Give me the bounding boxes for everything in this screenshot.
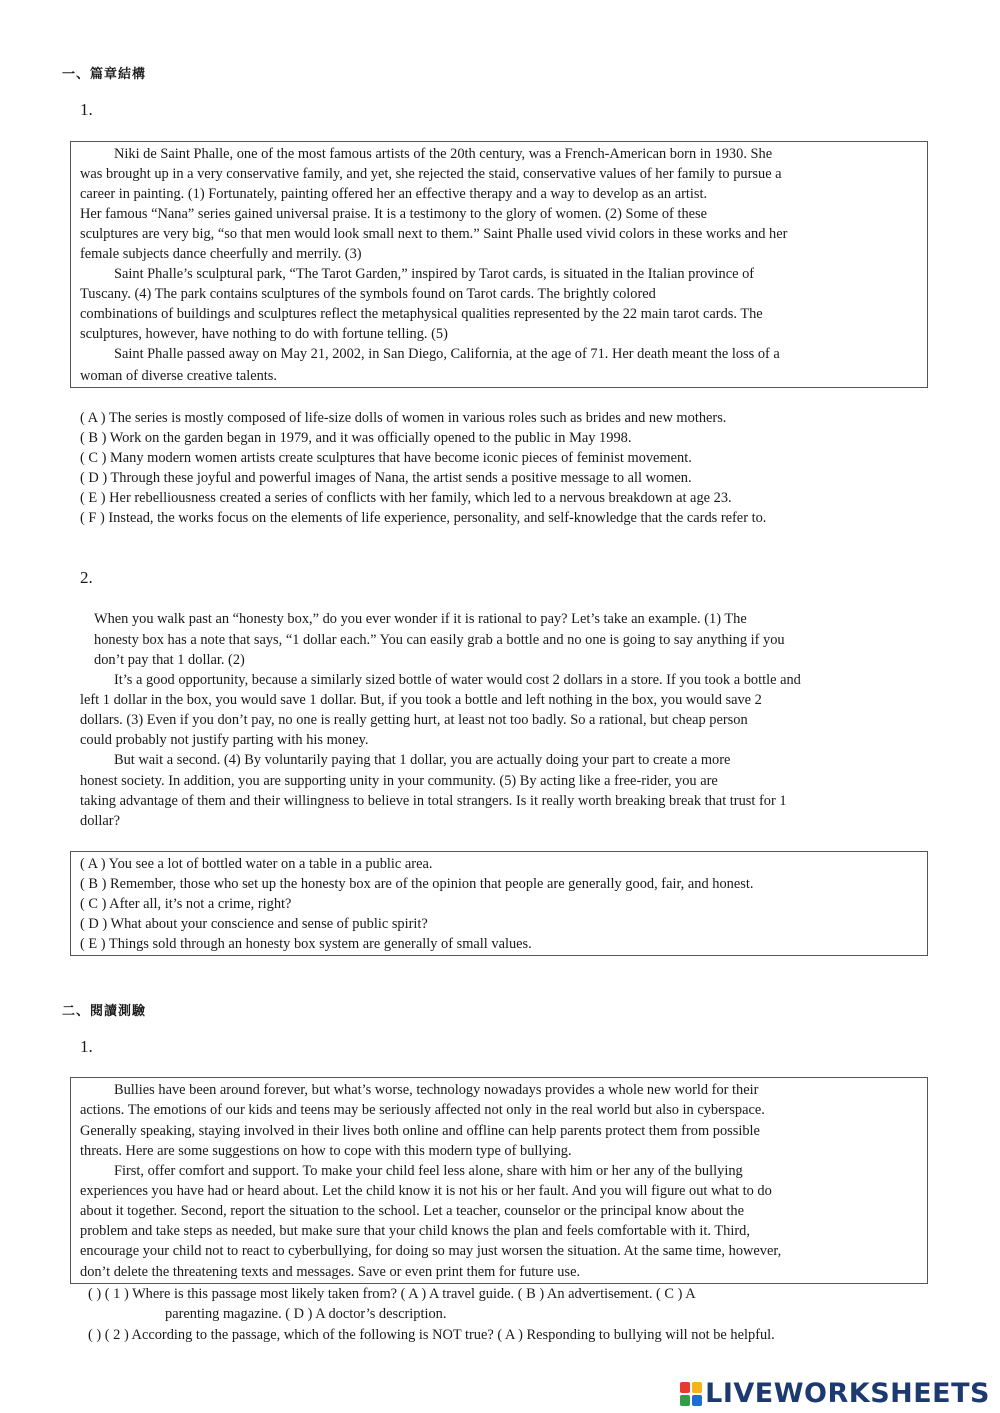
passage-line: Niki de Saint Phalle, one of the most famous artists of the 20th century, was a French-American born in 1930. She	[114, 146, 773, 162]
question-number: 2.	[80, 568, 93, 587]
option-e: ( E ) Her rebelliousness created a series of conflicts with her family, which led to a nervous breakdown at age 23.	[80, 490, 732, 506]
passage-line: When you walk past an “honesty box,” do you ever wonder if it is rational to pay? Let’s take an example. (1) The	[94, 611, 747, 627]
passage-line: about it together. Second, report the situation to the school. Let a teacher, counselor or the principal know about the	[80, 1203, 744, 1219]
option-d: ( D ) Through these joyful and powerful images of Nana, the artist sends a positive message to all women.	[80, 470, 692, 486]
passage-line: sculptures are very big, “so that men would look small next to them.” Saint Phalle used vivid colors in these works and her	[80, 226, 788, 242]
passage-line: It’s a good opportunity, because a similarly sized bottle of water would cost 2 dollars in a store. If you took a bottle and	[114, 672, 801, 688]
passage-line: actions. The emotions of our kids and teens may be seriously affected not only in the real world but also in cyberspace.	[80, 1102, 765, 1118]
passage-line: Generally speaking, staying involved in their lives both online and offline can help parents protect them from possible	[80, 1123, 760, 1139]
option-a: ( A ) You see a lot of bottled water on a table in a public area.	[80, 856, 433, 872]
passage-line: sculptures, however, have nothing to do with fortune telling. (5)	[80, 326, 448, 342]
passage-line: dollar?	[80, 813, 120, 829]
passage-line: honesty box has a note that says, “1 dollar each.” You can easily grab a bottle and no one is going to say anything if you	[94, 632, 785, 648]
passage-line: Bullies have been around forever, but what’s worse, technology nowadays provides a whole new world for their	[114, 1082, 759, 1098]
question-number: 1.	[80, 1037, 93, 1056]
passage-line: don’t delete the threatening texts and messages. Save or even print them for future use.	[80, 1264, 581, 1280]
question-number: 1.	[80, 100, 93, 119]
option-f: ( F ) Instead, the works focus on the elements of life experience, personality, and self-knowledge that the cards refer to.	[80, 510, 767, 526]
option-e: ( E ) Things sold through an honesty box system are generally of small values.	[80, 936, 532, 952]
passage-line: encourage your child not to react to cyberbullying, for doing so may just worsen the situation. At the same time, however,	[80, 1243, 782, 1259]
passage-line: don’t pay that 1 dollar. (2)	[94, 652, 245, 668]
passage-line: experiences you have had or heard about. Let the child know it is not his or her fault. And you will figure out what to do	[80, 1183, 772, 1199]
passage-line: honest society. In addition, you are supporting unity in your community. (5) By acting like a free-rider, you are	[80, 773, 718, 789]
option-b: ( B ) Remember, those who set up the honesty box are of the opinion that people are generally good, fair, and honest.	[80, 876, 754, 892]
passage-line: But wait a second. (4) By voluntarily paying that 1 dollar, you are actually doing your part to create a more	[114, 752, 731, 768]
option-c: ( C ) After all, it’s not a crime, right?	[80, 896, 292, 912]
passage-line: Her famous “Nana” series gained universal praise. It is a testimony to the glory of women. (2) Some of these	[80, 206, 708, 222]
section-heading-structure: 一、篇章結構	[62, 67, 147, 82]
passage-line: career in painting. (1) Fortunately, painting offered her an effective therapy and a way to develop as an artist.	[80, 186, 708, 202]
option-a: ( A ) The series is mostly composed of life-size dolls of women in various roles such as brides and new mothers.	[80, 410, 727, 426]
passage-line: dollars. (3) Even if you don’t pay, no one is really getting hurt, at least not too badly. So a rational, but cheap person	[80, 712, 748, 728]
question-line: ( ) ( 2 ) According to the passage, which of the following is NOT true? ( A ) Responding to bullying will not be helpful.	[88, 1327, 775, 1343]
option-c: ( C ) Many modern women artists create sculptures that have become iconic pieces of feminist movement.	[80, 450, 692, 466]
passage-line: could probably not justify parting with his money.	[80, 732, 369, 748]
liveworksheets-logo	[680, 1378, 990, 1409]
passage-line: combinations of buildings and sculptures reflect the metaphysical qualities represented by the 22 main tarot cards. The	[80, 306, 763, 322]
option-d: ( D ) What about your conscience and sense of public spirit?	[80, 916, 428, 932]
passage-line: Tuscany. (4) The park contains sculptures of the symbols found on Tarot cards. The brightly colored	[80, 286, 656, 302]
passage-line: Saint Phalle’s sculptural park, “The Tarot Garden,” inspired by Tarot cards, is situated in the Italian province of	[114, 266, 755, 282]
question-line: parenting magazine. ( D ) A doctor’s description.	[165, 1306, 447, 1322]
passage-line: was brought up in a very conservative family, and yet, she rejected the staid, conservative values of her family to pursue a	[80, 166, 782, 182]
passage-line: female subjects dance cheerfully and merrily. (3)	[80, 246, 362, 262]
passage-line: First, offer comfort and support. To make your child feel less alone, share with him or her any of the bullying	[114, 1163, 743, 1179]
passage-line: Saint Phalle passed away on May 21, 2002, in San Diego, California, at the age of 71. Her death meant the loss of a	[114, 346, 780, 362]
brand-name: LIVEWORKSHEETS	[705, 1378, 990, 1409]
passage-line: left 1 dollar in the box, you would save 1 dollar. But, if you took a bottle and left nothing in the box, you would save 2	[80, 692, 762, 708]
section-heading-reading: 二、閱讀測驗	[62, 1004, 147, 1019]
passage-line: woman of diverse creative talents.	[80, 368, 277, 384]
question-line: ( ) ( 1 ) Where is this passage most likely taken from? ( A ) A travel guide. ( B ) An advertisement. ( C ) A	[88, 1286, 696, 1302]
passage-line: taking advantage of them and their willingness to believe in total strangers. Is it really worth breaking break that trust for 1	[80, 793, 787, 809]
passage-line: problem and take steps as needed, but make sure that your child knows the plan and feels comfortable with it. Third,	[80, 1223, 750, 1239]
logo-mark-icon	[680, 1382, 702, 1406]
option-b: ( B ) Work on the garden began in 1979, and it was officially opened to the public in May 1998.	[80, 430, 632, 446]
passage-line: threats. Here are some suggestions on how to cope with this modern type of bullying.	[80, 1143, 572, 1159]
